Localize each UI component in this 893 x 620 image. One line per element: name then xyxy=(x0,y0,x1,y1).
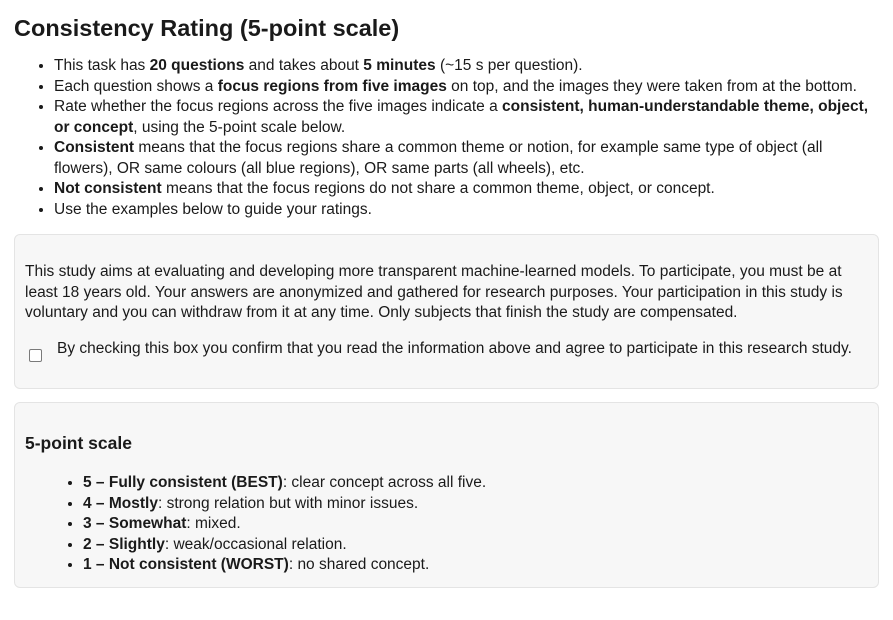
list-item xyxy=(83,473,868,494)
scale-desc: : weak/occasional relation. xyxy=(164,535,347,553)
instruction-text: Use the examples below to guide your ratings. xyxy=(54,200,372,218)
instruction-text: Rate whether the focus regions across the five images indicate a xyxy=(54,98,503,115)
scale-desc: : mixed. xyxy=(186,515,241,532)
scale-list xyxy=(25,473,868,576)
scale-desc: : clear concept across all five. xyxy=(282,474,487,491)
scale-heading: 5-point scale xyxy=(25,433,132,453)
instruction-bold: Consistent xyxy=(54,139,135,156)
instruction-bold: 5 minutes xyxy=(363,57,436,74)
instruction-bold: Not consistent xyxy=(54,180,162,197)
consent-panel xyxy=(14,234,879,389)
instruction-text: , using the 5-point scale below. xyxy=(133,118,346,136)
scale-desc: : no shared concept. xyxy=(288,556,430,573)
list-item xyxy=(54,138,879,179)
consent-checkbox-label[interactable]: By checking this box you confirm that you read the information above and agree to participate in this research study. xyxy=(57,339,852,357)
list-item xyxy=(83,494,868,515)
list-item xyxy=(83,514,868,535)
instruction-bold: consistent, human-understandable theme, object, or concept xyxy=(54,98,869,136)
instruction-text: on top, and the images they were taken from at the bottom. xyxy=(446,77,857,95)
instruction-bold: 20 questions xyxy=(149,57,245,74)
consent-checkbox[interactable] xyxy=(29,349,42,362)
list-item xyxy=(54,200,879,221)
list-item xyxy=(54,56,879,77)
list-item xyxy=(54,97,879,138)
instruction-text: (~15 s per question). xyxy=(435,57,583,74)
list-item xyxy=(83,555,868,576)
scale-label: 5 – Fully consistent (BEST) xyxy=(83,474,283,491)
scale-label: 2 – Slightly xyxy=(83,535,165,553)
scale-desc: : strong relation but with minor issues. xyxy=(157,494,419,512)
scale-label: 1 – Not consistent (WORST) xyxy=(83,556,289,573)
list-item xyxy=(83,535,868,556)
scale-label: 3 – Somewhat xyxy=(83,515,187,532)
list-item xyxy=(54,179,879,200)
consent-text: This study aims at evaluating and developing more transparent machine-learned models. To participate, you must be at least 18 years old. Your answers are anonymized and gathered for research purposes. Your participation in this study is voluntary and you can withdraw from it at any time. Only subjects that finish the study are compensated. xyxy=(25,263,843,321)
scale-label: 4 – Mostly xyxy=(83,494,158,512)
instructions-list xyxy=(14,56,879,220)
instruction-text: Each question shows a xyxy=(54,77,218,95)
scale-panel xyxy=(14,402,879,588)
instruction-bold: focus regions from five images xyxy=(217,77,447,95)
list-item xyxy=(54,77,879,98)
page-title: Consistency Rating (5-point scale) xyxy=(14,15,400,41)
instruction-text: means that the focus regions share a common theme or notion, for example same type of object (all flowers), OR same colours (all blue regions), OR same parts (all wheels), etc. xyxy=(54,139,823,177)
consent-checkbox-row[interactable] xyxy=(25,339,868,362)
instruction-text: and takes about xyxy=(244,57,364,74)
instruction-text: means that the focus regions do not share a common theme, object, or concept. xyxy=(161,180,715,197)
instruction-text: This task has xyxy=(54,57,150,74)
